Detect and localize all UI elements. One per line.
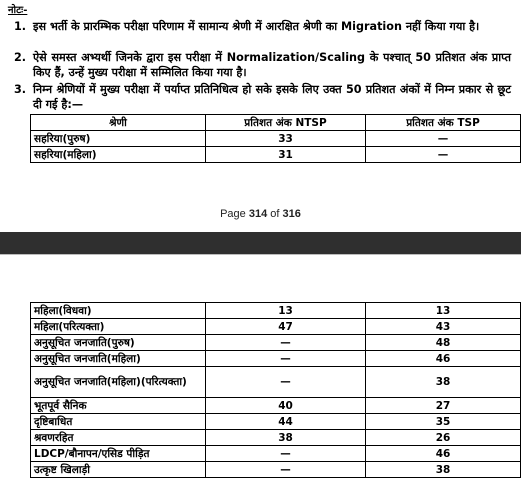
table-row: [31, 335, 521, 351]
note-number: 2.: [14, 51, 27, 64]
ntsp-cell: 47: [206, 319, 366, 335]
relaxation-table-part-2: [30, 302, 521, 478]
category-cell: सहरिया(महिला): [31, 147, 206, 163]
ntsp-cell: —: [206, 462, 366, 478]
page-footer: [0, 208, 521, 220]
ntsp-cell: —: [206, 335, 366, 351]
ntsp-cell: —: [206, 446, 366, 462]
category-cell: LDCP/बौनापन/एसिड पीड़ित: [31, 446, 206, 462]
category-cell: उत्कृष्ट खिलाड़ी: [31, 462, 206, 478]
tsp-cell: 35: [366, 414, 521, 430]
table-row: [31, 303, 521, 319]
table-row: [31, 319, 521, 335]
column-header-category: श्रेणी: [31, 115, 206, 131]
category-cell: अनुसूचित जनजाति(महिला)(परित्यक्ता): [31, 367, 206, 398]
ntsp-cell: —: [206, 367, 366, 398]
ntsp-cell: —: [206, 351, 366, 367]
category-cell: अनुसूचित जनजाति(पुरुष): [31, 335, 206, 351]
tsp-cell: 46: [366, 446, 521, 462]
tsp-cell: 26: [366, 430, 521, 446]
document-page-top: [0, 0, 521, 232]
column-header-tsp: प्रतिशत अंक TSP: [366, 115, 521, 131]
table-row: [31, 351, 521, 367]
table-row: [31, 147, 521, 163]
category-cell: महिला(विधवा): [31, 303, 206, 319]
tsp-cell: 38: [366, 367, 521, 398]
page-label: Page: [220, 208, 246, 220]
ntsp-cell: 31: [206, 147, 366, 163]
category-cell: श्रवणरहित: [31, 430, 206, 446]
page-of-label: of: [270, 208, 280, 220]
note-text: इस भर्ती के प्रारम्भिक परीक्षा परिणाम में सामान्य श्रेणी में आरक्षित श्रेणी का Migration नहीं किया गया है।: [33, 20, 480, 33]
table-row: [31, 398, 521, 414]
category-cell: सहरिया(पुरुष): [31, 131, 206, 147]
table-row: [31, 367, 521, 398]
note-number: 3.: [14, 83, 27, 96]
tsp-cell: 43: [366, 319, 521, 335]
table-row: [31, 430, 521, 446]
page-separator: [0, 232, 521, 254]
tsp-cell: 27: [366, 398, 521, 414]
note-text: निम्न श्रेणियों में मुख्य परीक्षा में पर्याप्त प्रतिनिधित्व हो सके इसके लिए उक्त 50 प्रतिशत अंकों में निम्न प्रकार से छूट दी गई है:—: [33, 83, 511, 111]
ntsp-cell: 33: [206, 131, 366, 147]
category-cell: भूतपूर्व सैनिक: [31, 398, 206, 414]
relaxation-table-part-1: [30, 114, 521, 163]
table-row: [31, 462, 521, 478]
ntsp-cell: 13: [206, 303, 366, 319]
tsp-cell: 48: [366, 335, 521, 351]
tsp-cell: —: [366, 147, 521, 163]
page-separator-edge: [0, 254, 521, 255]
ntsp-cell: 40: [206, 398, 366, 414]
note-number: 1.: [14, 20, 27, 33]
table-row: [31, 131, 521, 147]
current-page-number: 314: [248, 208, 268, 220]
category-cell: अनुसूचित जनजाति(महिला): [31, 351, 206, 367]
tsp-cell: 38: [366, 462, 521, 478]
note-heading: नोटः-: [8, 5, 28, 16]
tsp-cell: 46: [366, 351, 521, 367]
ntsp-cell: 44: [206, 414, 366, 430]
tsp-cell: —: [366, 131, 521, 147]
total-page-number: 316: [282, 208, 301, 220]
category-cell: महिला(परित्यक्ता): [31, 319, 206, 335]
ntsp-cell: 38: [206, 430, 366, 446]
table-row: [31, 414, 521, 430]
table-row: [31, 446, 521, 462]
category-cell: दृष्टिबाधित: [31, 414, 206, 430]
tsp-cell: 13: [366, 303, 521, 319]
note-text: ऐसे समस्त अभ्यर्थी जिनके द्वारा इस परीक्षा में Normalization/Scaling के पश्चात् 50 प्रतिशत अंक प्राप्त किए हैं, उन्हें मुख्य परीक्षा में सम्मिलित किया गया है।: [33, 51, 511, 79]
table-header-row: [31, 115, 521, 131]
column-header-ntsp: प्रतिशत अंक NTSP: [206, 115, 366, 131]
